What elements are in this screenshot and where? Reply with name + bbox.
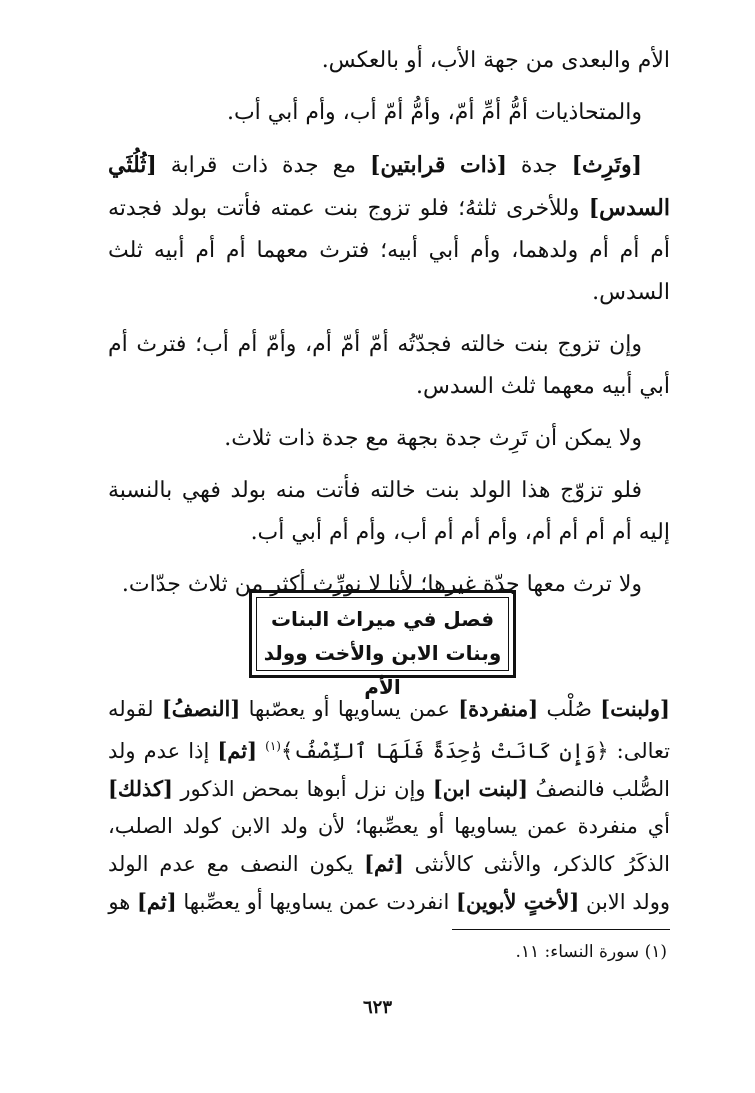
bold-term: [لبنت ابن] <box>432 776 529 801</box>
text-segment: ولا ترث معها جدّة غيرها؛ لأنا لا نورِّث أكثر من ثلاث جدّات. <box>121 572 642 597</box>
section-body-paragraph <box>108 690 670 921</box>
text-segment: هو <box>108 890 137 914</box>
paragraph <box>108 144 670 314</box>
text-segment: والمتحاذيات أمُّ أمِّ أمّ، وأمُّ أمّ أب، وأم أبي أب. <box>226 100 642 125</box>
text-segment: أي منفردة عمن يساويها أو يعصِّبها؛ لأن ولد الابن كولد الصلب، الذكَرُ كالذكر، والأنثى كالأنثى <box>108 814 671 876</box>
bold-term: [لأختٍ لأبوين] <box>456 889 580 914</box>
bold-term: [ولبنت] <box>600 696 670 721</box>
text-segment: ولا يمكن أن تَرِث جدة بجهة مع جدة ذات ثلاث. <box>224 426 642 451</box>
section-body <box>108 690 670 921</box>
text-segment: يكون النصف مع عدم الولد وولد الابن <box>108 852 670 914</box>
paragraph <box>108 470 670 554</box>
bold-term: [ثُلُثَي السدس] <box>108 152 670 221</box>
text-segment: عمن يساويها أو يعصّبها <box>240 697 459 721</box>
text-segment: وإن تزوج بنت خالته فجدّتُه أمّ أمّ أم، وأمّ أم أب؛ فترث أم أبي أبيه معهما ثلث السدس. <box>108 332 670 399</box>
text-segment: صُلْب <box>538 697 601 721</box>
text-segment: الأم والبعدى من جهة الأب، أو بالعكس. <box>321 48 670 73</box>
bold-term: [ذات قرابتين] <box>370 152 507 178</box>
bold-term: [منفردة] <box>458 696 539 721</box>
section-heading-box <box>249 590 516 699</box>
text-segment: وللأخرى ثلثهُ؛ فلو تزوج بنت عمته فأتت بولد فجدته أم أم أم ولدهما، وأم أبي أبيه؛ فترث معهما أم أم أبيه ثلث السدس. <box>108 196 670 305</box>
bold-term: [ثم] <box>217 738 258 763</box>
paragraph <box>108 40 670 82</box>
page-number: ٦٢٣ <box>362 997 392 1018</box>
body-text <box>108 40 670 616</box>
text-segment: لقوله تعالى: <box>108 697 671 763</box>
text-segment <box>257 739 265 763</box>
section-heading-frame <box>256 597 509 699</box>
bold-term: [وتَرِث] <box>571 152 642 178</box>
bold-term: [كذلك] <box>108 776 173 801</box>
text-segment: مع جدة ذات قرابة <box>156 153 371 178</box>
paragraph <box>108 324 670 408</box>
footnote-divider <box>452 929 670 930</box>
text-segment: جدة <box>506 153 572 178</box>
section-heading-line-2: وبنات الابن والأخت وولد الأم <box>263 641 502 699</box>
text-segment: وإن نزل أبوها بمحض الذكور <box>173 777 433 801</box>
bold-term: [النصفُ] <box>161 696 241 721</box>
bold-term: [ثم] <box>364 851 404 876</box>
text-segment: فلو تزوّج هذا الولد بنت خالته فأتت منه بولد فهي بالنسبة إليه أم أم أم أم، وأم أم أم أب، وأم أم أبي أب. <box>108 478 670 545</box>
text-segment: انفردت عمن يساويها أو يعصِّبها <box>176 890 457 914</box>
footnote: (١) سورة النساء: ١١. <box>515 942 667 962</box>
footnote-marker: (١) <box>265 739 281 753</box>
paragraph <box>108 418 670 460</box>
section-heading-line-1: فصل في ميراث البنات <box>270 607 495 631</box>
paragraph <box>108 92 670 134</box>
bold-term: [ثم] <box>136 889 177 914</box>
quran-verse: ﴿وَإِن كَانَتْ وَٰحِدَةً فَلَهَا ٱلنِّصْفُ﴾ <box>280 739 609 763</box>
text-segment: إذا عدم ولد الصُّلب فالنصفُ <box>108 739 670 801</box>
